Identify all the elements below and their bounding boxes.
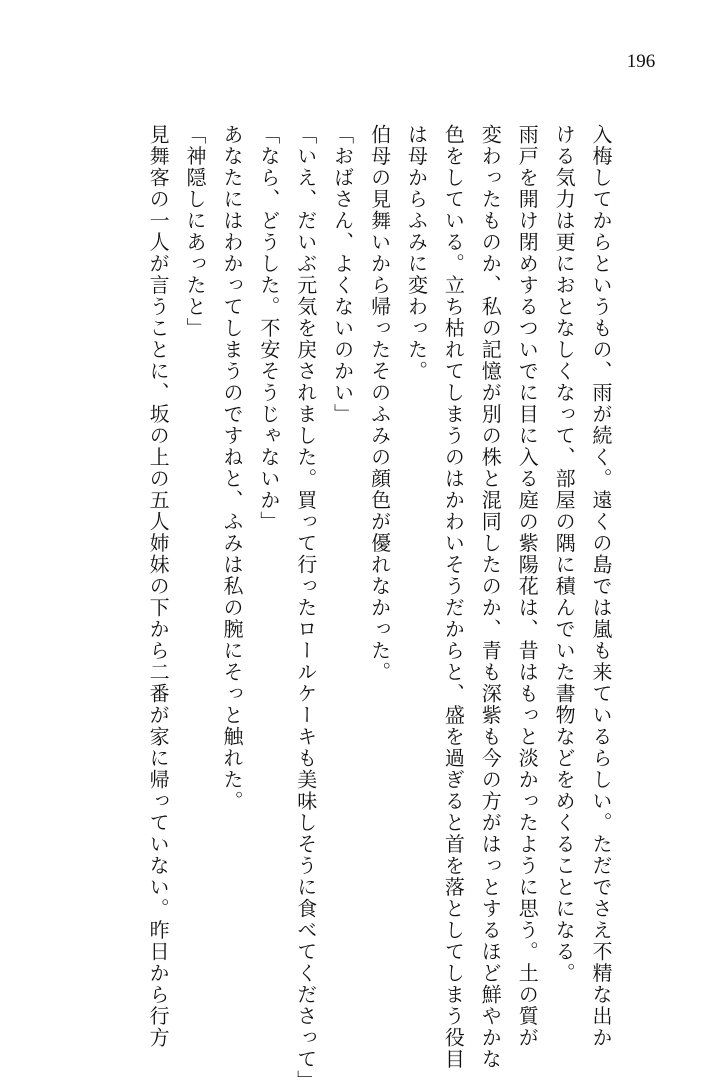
text-line: 見舞客の一人が言うことに、坂の上の五人姉妹の下から二番が家に帰っていない。昨日から行方 (146, 124, 171, 1049)
text-line: あなたにはわかってしまうのですねと、ふみは私の腕にそっと触れた。 (219, 124, 244, 812)
text-line: は母からふみに変わった。 (404, 124, 429, 382)
text-line: 入梅してからというもの、雨が続く。遠くの島では嵐も来ているらしい。ただでさえ不精な出か (589, 124, 613, 1049)
page-number: 196 (626, 51, 656, 72)
text-line: 雨戸を開け閉めするついでに目に入る庭の紫陽花は、昔はもっと淡かったように思う。土の質が (515, 124, 540, 1049)
text-line: 変わったものか、私の記憶が別の株と混同したのか、青も深紫も今の方がはっとするほど鮮やかな (478, 124, 503, 1070)
body-text (139, 124, 619, 1092)
text-line: 伯母の見舞いから帰ったそのふみの顔色が優れなかった。 (367, 124, 392, 683)
text-line: 「なら、どうした。不安そうじゃないか」 (256, 124, 281, 533)
text-line: 「神隠しにあったと」 (183, 124, 208, 339)
text-line: 色をしている。立ち枯れてしまうのはかわいそうだからと、盛を過ぎると首を落としてしまう役目 (441, 124, 466, 1070)
text-line: 「いえ、だいぶ元気を戻されました。買って行ったロールケーキも美味しそうに食べてくださって」 (293, 124, 318, 1092)
text-line: 「おばさん、よくないのかい」 (330, 124, 355, 425)
text-line: ける気力は更におとなしくなって、部屋の隅に積んでいた書物などをめくることになる。 (552, 124, 577, 984)
